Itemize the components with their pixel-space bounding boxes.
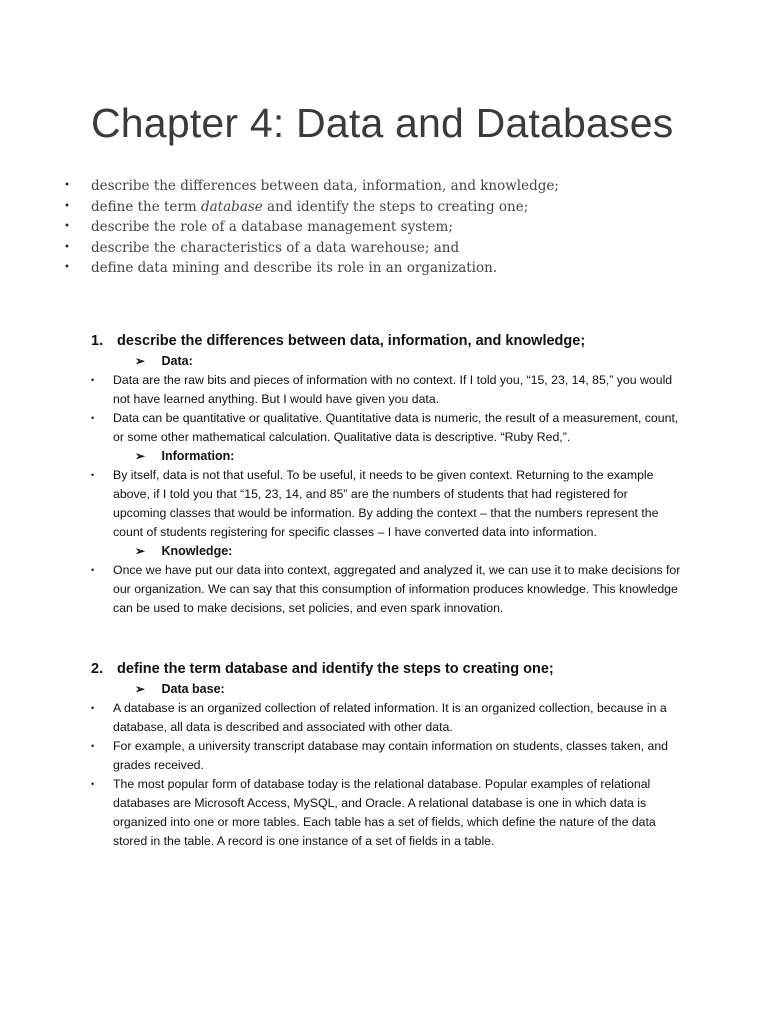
bullet-icon: •	[91, 779, 95, 789]
arrow-icon: ➢	[135, 354, 146, 368]
subheading-label: Data base:	[161, 682, 225, 696]
objective-text: describe the role of a database management system;	[91, 219, 453, 235]
objective-term: database	[200, 198, 263, 215]
section-heading-text: define the term database and identify the steps to creating one;	[117, 661, 554, 677]
paragraph-item	[91, 775, 691, 851]
paragraph-item	[91, 466, 691, 542]
arrow-icon: ➢	[135, 449, 146, 463]
subheading-label: Information:	[161, 449, 235, 463]
section-2	[91, 658, 691, 851]
paragraph-text: By itself, data is not that useful. To be useful, it needs to be given context. Returning to the example above, if I told you that “15, 23, 14, and 85” are the numbers of students that had registered for upcoming classes that would be information. By adding the context – that the numbers represent the count of students registering for specific classes – I have converted data into information.	[113, 468, 659, 539]
section-1	[91, 330, 691, 618]
bullet-icon: •	[64, 221, 70, 232]
objective-text-pre: define the term	[91, 198, 201, 215]
objective-item	[64, 238, 704, 259]
arrow-icon: ➢	[135, 544, 146, 558]
subheading-label: Data:	[161, 354, 193, 368]
paragraph-item	[91, 409, 691, 447]
bullet-icon: •	[64, 241, 70, 253]
paragraph-item	[91, 699, 691, 737]
paragraph-text: Once we have put our data into context, aggregated and analyzed it, we can use it to make decisions for our organization. We can say that this consumption of information produces knowledge. This knowledge can be used to make decisions, set policies, and even spark innovation.	[113, 563, 681, 615]
bullet-icon: •	[91, 565, 95, 575]
bullet-icon: •	[64, 262, 70, 273]
section-number: 1.	[91, 333, 104, 349]
objective-text-post: and identify the steps to creating one;	[262, 198, 529, 215]
paragraph-item	[91, 737, 691, 775]
objective-text: describe the differences between data, information, and knowledge;	[91, 178, 559, 194]
objective-item	[64, 176, 704, 197]
paragraph-item	[91, 371, 691, 409]
section-heading	[91, 658, 691, 680]
subheading-data	[135, 352, 691, 371]
bullet-icon: •	[91, 413, 95, 423]
section-number: 2.	[91, 661, 104, 677]
paragraph-text: For example, a university transcript database may contain information on students, classes taken, and grades received.	[113, 739, 669, 772]
section-heading-text: describe the differences between data, information, and knowledge;	[117, 333, 586, 349]
bullet-icon: •	[91, 741, 95, 751]
objective-text: describe the characteristics of a data warehouse; and	[91, 239, 460, 256]
subheading-label: Knowledge:	[161, 544, 233, 558]
arrow-icon: ➢	[135, 682, 146, 696]
page-title: Chapter 4: Data and Databases	[91, 100, 674, 146]
section-heading	[91, 330, 691, 352]
bullet-icon: •	[64, 180, 70, 191]
subheading-database	[135, 680, 691, 699]
paragraph-text: The most popular form of database today is the relational database. Popular examples of relational databases are Microsoft Access, MySQL, and Oracle. A relational database is one in which data is organized into one or more tables. Each table has a set of fields, which define the nature of the data stored in the table. A record is one instance of a set of fields in a table.	[113, 777, 656, 848]
subheading-knowledge	[135, 542, 691, 561]
bullet-icon: •	[91, 470, 95, 480]
bullet-icon: •	[91, 375, 95, 385]
objectives-list	[64, 176, 704, 279]
objective-item	[64, 217, 704, 238]
objective-item	[64, 197, 704, 218]
objective-text: define data mining and describe its role in an organization.	[91, 260, 498, 276]
paragraph-text: Data are the raw bits and pieces of information with no context. If I told you, “15, 23, 14, 85,” you would not have learned anything. But I would have given you data.	[113, 373, 673, 406]
paragraph-text: A database is an organized collection of related information. It is an organized collection, because in a database, all data is described and associated with other data.	[113, 701, 667, 734]
paragraph-text: Data can be quantitative or qualitative. Quantitative data is numeric, the result of a measurement, count, or some other mathematical calculation. Qualitative data is descriptive. “Ruby Red,”.	[113, 411, 679, 444]
objective-text	[91, 197, 528, 218]
paragraph-item	[91, 561, 691, 618]
objective-item	[64, 258, 704, 279]
bullet-icon: •	[64, 200, 70, 212]
bullet-icon: •	[91, 703, 95, 713]
subheading-information	[135, 447, 691, 466]
